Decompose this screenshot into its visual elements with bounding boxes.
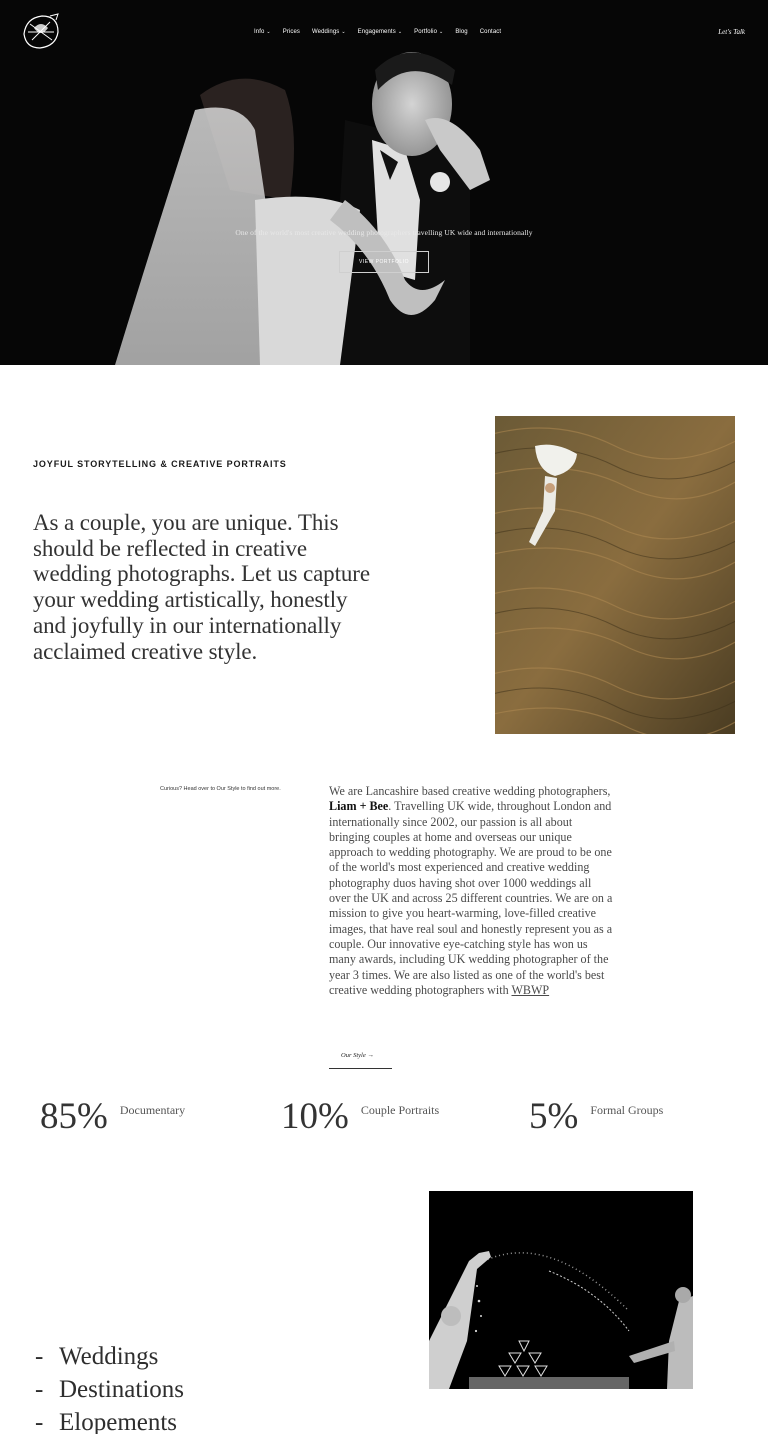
stat-label: Formal Groups: [590, 1103, 664, 1117]
stat-formal-groups: [529, 1097, 663, 1137]
hero-photo: [0, 0, 768, 365]
nav-item-contact[interactable]: [480, 29, 501, 35]
nav-label: Engagements: [357, 29, 396, 35]
nav-item-blog[interactable]: [455, 29, 467, 35]
our-style-button[interactable]: [329, 1049, 392, 1069]
stat-value: 5%: [529, 1096, 579, 1137]
nav-label: Info: [254, 29, 265, 35]
chevron-down-icon: ⌄: [341, 29, 346, 35]
nav-label: Prices: [282, 29, 300, 35]
stat-couple-portraits: [281, 1097, 439, 1137]
nav-label: Contact: [479, 29, 502, 35]
nav-item-engagements[interactable]: [358, 29, 402, 35]
logo-icon[interactable]: [20, 12, 62, 52]
dash-icon: -: [35, 1409, 44, 1434]
services-list: [35, 1340, 184, 1434]
dash-icon: -: [35, 1376, 44, 1403]
stat-value: 85%: [40, 1096, 108, 1137]
nav-label: Blog: [455, 29, 468, 35]
nav-item-prices[interactable]: [283, 29, 300, 35]
stat-documentary: [40, 1097, 185, 1137]
chevron-down-icon: ⌄: [266, 29, 271, 35]
section-eyebrow: JOYFUL STORYTELLING & CREATIVE PORTRAITS: [33, 459, 287, 469]
stat-label: Documentary: [119, 1103, 186, 1117]
nav-item-info[interactable]: [254, 29, 271, 35]
dash-icon: -: [35, 1343, 44, 1370]
about-paragraph: [329, 784, 614, 998]
wbwp-link[interactable]: WBWP: [511, 982, 550, 997]
service-label: Destinations: [59, 1376, 184, 1403]
hero-tagline: One of the world's most creative wedding photographers travelling UK wide and internationally: [235, 228, 533, 237]
hero-section: [0, 0, 768, 365]
stat-value: 10%: [281, 1096, 349, 1137]
chevron-down-icon: ⌄: [439, 29, 444, 35]
lets-talk-link[interactable]: Let's Talk: [718, 28, 745, 36]
main-nav: [254, 29, 513, 35]
nav-label: Weddings: [312, 29, 340, 35]
view-portfolio-button[interactable]: VIEW PORTFOLIO: [339, 251, 429, 273]
about-text-1: We are Lancashire based creative wedding photographers,: [329, 784, 611, 798]
champagne-photo: [429, 1191, 693, 1389]
stat-label: Couple Portraits: [360, 1103, 440, 1117]
about-text-2: . Travelling UK wide, throughout London and internationally since 2002, our passion is all about bringing couples at home and overseas our unique approach to wedding photography. We are proud to be one of the world's most experienced and creative wedding photography duos having shot over 1000 weddings all over the UK and across 25 different countries. We are on a mission to give you heart-warming, love-filled creative images, that have real soul and honestly represent you as a couple. Our innovative eye-catching style has won us many awards, including UK wedding photographer of the year 3 times. We are also listed as one of the world's best creative wedding photographers with: [329, 799, 613, 997]
service-item-destinations[interactable]: [35, 1373, 184, 1406]
nav-item-weddings[interactable]: [312, 29, 346, 35]
nav-label: Portfolio: [414, 29, 438, 35]
photographer-names: Liam + Bee: [329, 799, 389, 814]
our-style-label: Our Style: [341, 1052, 366, 1059]
arrow-right-icon: →: [367, 1052, 374, 1059]
nav-item-portfolio[interactable]: [414, 29, 443, 35]
grass-couple-photo: [495, 416, 735, 734]
service-label: Weddings: [59, 1343, 159, 1370]
service-item-elopements[interactable]: [35, 1406, 184, 1434]
service-item-weddings[interactable]: [35, 1340, 184, 1373]
service-label: Elopements: [59, 1409, 178, 1434]
curious-note: Curious? Head over to Our Style to find out more.: [160, 786, 281, 792]
intro-lead: As a couple, you are unique. This should be reflected in creative wedding photographs. Let us capture your wedding artistically, honestly and joyfully in our internationally acclaimed creative style.: [33, 510, 370, 664]
chevron-down-icon: ⌄: [397, 29, 403, 35]
